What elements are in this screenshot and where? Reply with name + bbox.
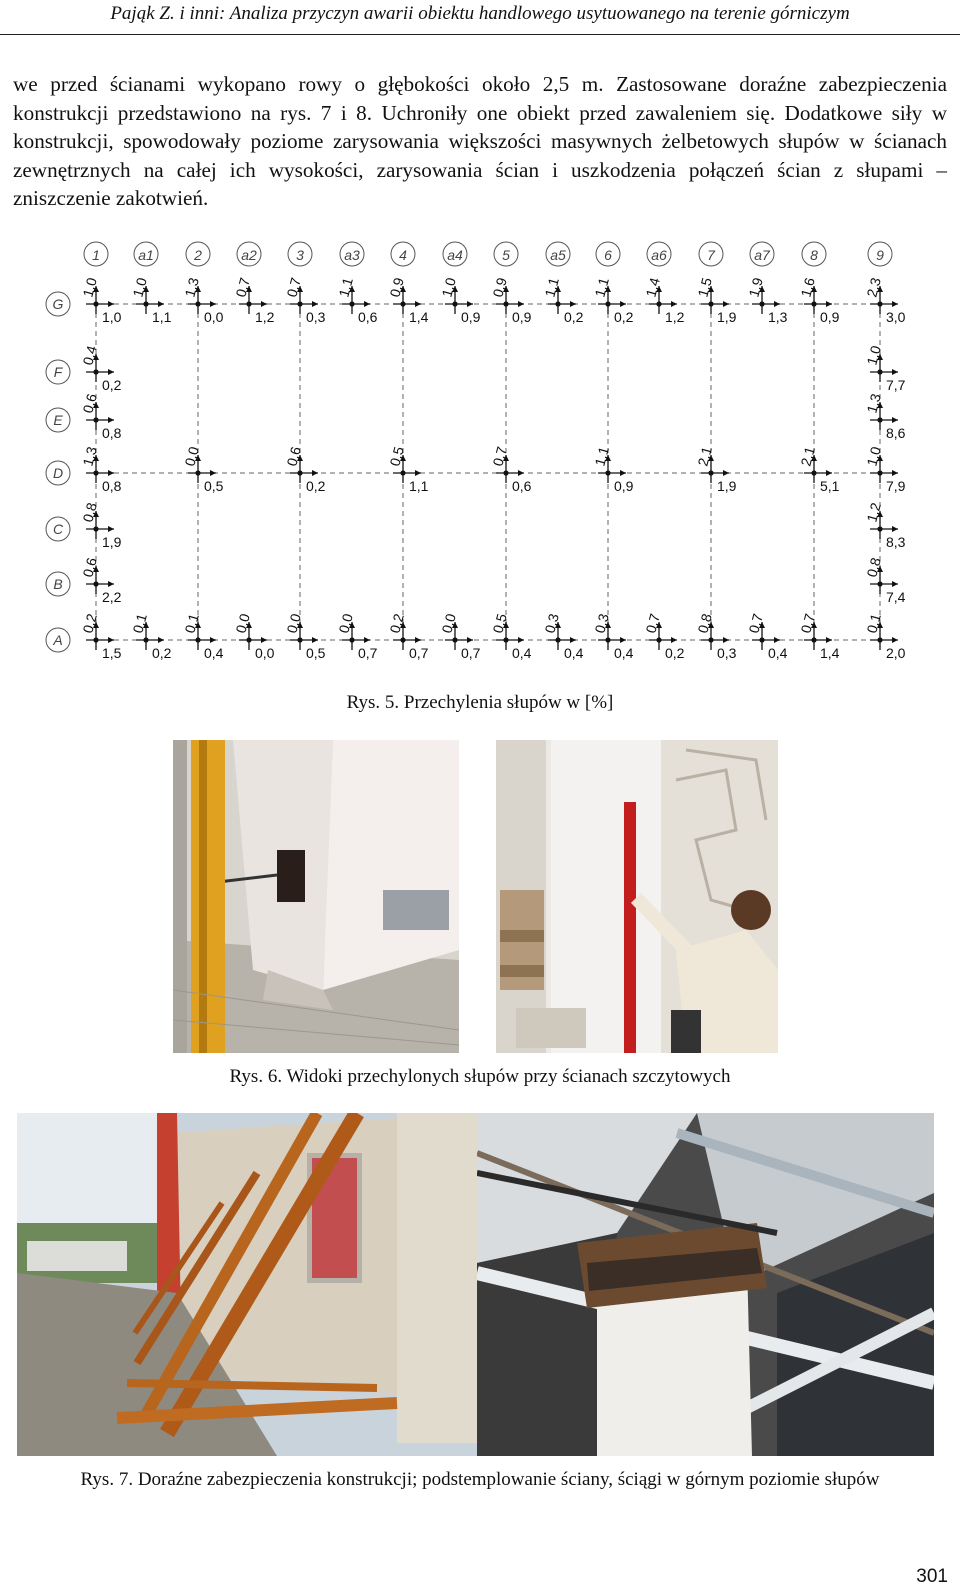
node-G-a4-horizontal-value: 0,9: [461, 309, 481, 325]
node-A-8-h-arrowhead: [826, 637, 832, 643]
node-D-1-node: [93, 470, 98, 475]
node-G-9-h-arrowhead: [892, 301, 898, 307]
axis-label-a6: a6: [651, 247, 667, 263]
node-D-4-node: [400, 470, 405, 475]
node-G-1-h-arrowhead: [108, 301, 114, 307]
axis-label-a5: a5: [550, 247, 566, 263]
axis-label-a7: a7: [754, 247, 770, 263]
axis-label-B: B: [53, 576, 63, 592]
node-A-3-h-arrowhead: [312, 637, 318, 643]
node-G-a2-vertical-value: 0,7: [232, 275, 253, 299]
node-F-9-h-arrowhead: [892, 369, 898, 375]
node-A-8-vertical-value: 0,7: [797, 611, 818, 635]
node-A-a4-node: [452, 637, 457, 642]
axis-label-a4: a4: [447, 247, 463, 263]
node-A-a1-h-arrowhead: [158, 637, 164, 643]
node-F-1-vertical-value: 0,4: [79, 343, 100, 367]
node-A-a6-node: [656, 637, 661, 642]
node-G-a6-vertical-value: 1,4: [642, 275, 663, 299]
node-A-a3-h-arrowhead: [364, 637, 370, 643]
column-tilt-diagram: [40, 238, 920, 668]
axis-label-7: 7: [707, 247, 715, 263]
node-G-4-vertical-value: 0,9: [386, 275, 407, 299]
node-G-3-horizontal-value: 0,3: [306, 309, 326, 325]
node-D-8-vertical-value: 2,1: [797, 444, 818, 468]
node-G-3-h-arrowhead: [312, 301, 318, 307]
node-A-5-horizontal-value: 0,4: [512, 645, 532, 661]
node-A-a2-vertical-value: 0,0: [232, 611, 253, 635]
node-A-a1-horizontal-value: 0,2: [152, 645, 172, 661]
node-A-a4-h-arrowhead: [467, 637, 473, 643]
node-D-4-vertical-value: 0,5: [386, 444, 407, 468]
node-G-9-horizontal-value: 3,0: [886, 309, 906, 325]
axis-label-9: 9: [876, 247, 884, 263]
node-F-9-horizontal-value: 7,7: [886, 377, 906, 393]
node-G-2-h-arrowhead: [210, 301, 216, 307]
node-D-1-h-arrowhead: [108, 470, 114, 476]
node-G-4-node: [400, 301, 405, 306]
node-G-2-node: [195, 301, 200, 306]
node-A-1-h-arrowhead: [108, 637, 114, 643]
node-G-a6-horizontal-value: 1,2: [665, 309, 685, 325]
node-D-5-vertical-value: 0,7: [489, 444, 510, 468]
node-A-2-node: [195, 637, 200, 642]
node-D-7-horizontal-value: 1,9: [717, 478, 737, 494]
node-A-a3-node: [349, 637, 354, 642]
node-G-a5-node: [555, 301, 560, 306]
node-G-6-vertical-value: 1,1: [591, 275, 612, 299]
axis-label-6: 6: [604, 247, 612, 263]
node-G-8-horizontal-value: 0,9: [820, 309, 840, 325]
node-D-9-vertical-value: 1,0: [863, 444, 884, 468]
node-G-a5-vertical-value: 1,1: [541, 275, 562, 299]
node-D-3-h-arrowhead: [312, 470, 318, 476]
node-G-a2-horizontal-value: 1,2: [255, 309, 275, 325]
photo-tilted-column-with-prop: [173, 740, 459, 1053]
node-A-3-vertical-value: 0,0: [283, 611, 304, 635]
node-D-3-horizontal-value: 0,2: [306, 478, 326, 494]
node-G-a4-h-arrowhead: [467, 301, 473, 307]
node-G-a7-horizontal-value: 1,3: [768, 309, 788, 325]
node-E-1-h-arrowhead: [108, 417, 114, 423]
node-A-7-h-arrowhead: [723, 637, 729, 643]
node-G-6-node: [605, 301, 610, 306]
node-G-1-vertical-value: 1,0: [79, 275, 100, 299]
node-A-7-horizontal-value: 0,3: [717, 645, 737, 661]
axis-label-a1: a1: [138, 247, 154, 263]
node-C-1-node: [93, 526, 98, 531]
node-B-1-horizontal-value: 2,2: [102, 589, 122, 605]
node-A-6-node: [605, 637, 610, 642]
node-A-a1-vertical-value: 0,1: [129, 611, 150, 635]
node-G-7-h-arrowhead: [723, 301, 729, 307]
node-G-3-vertical-value: 0,7: [283, 275, 304, 299]
figure-7-caption: Rys. 7. Doraźne zabezpieczenia konstrukcji; podstemplowanie ściany, ściągi w górnym poziomie słupów: [80, 1469, 880, 1490]
node-G-7-node: [708, 301, 713, 306]
node-D-6-horizontal-value: 0,9: [614, 478, 634, 494]
node-A-3-horizontal-value: 0,5: [306, 645, 326, 661]
node-A-9-vertical-value: 0,1: [863, 611, 884, 635]
axis-label-C: C: [52, 521, 64, 537]
node-A-5-node: [503, 637, 508, 642]
photo-column-inspection-with-level: [496, 740, 778, 1053]
node-G-a3-h-arrowhead: [364, 301, 370, 307]
node-A-a1-node: [143, 637, 148, 642]
node-A-4-h-arrowhead: [415, 637, 421, 643]
node-A-7-vertical-value: 0,8: [694, 611, 715, 635]
node-D-7-vertical-value: 2,1: [694, 444, 715, 468]
node-G-a7-vertical-value: 1,9: [745, 275, 766, 299]
node-G-4-h-arrowhead: [415, 301, 421, 307]
axis-label-8: 8: [810, 247, 818, 263]
node-F-1-node: [93, 369, 98, 374]
axis-label-1: 1: [92, 247, 100, 263]
node-G-8-node: [811, 301, 816, 306]
node-A-a4-horizontal-value: 0,7: [461, 645, 481, 661]
node-A-1-node: [93, 637, 98, 642]
node-D-4-h-arrowhead: [415, 470, 421, 476]
node-D-5-h-arrowhead: [518, 470, 524, 476]
node-A-a5-h-arrowhead: [570, 637, 576, 643]
node-F-1-horizontal-value: 0,2: [102, 377, 122, 393]
axis-label-2: 2: [194, 247, 202, 263]
photo-wall-shoring-props: [17, 1113, 477, 1456]
node-A-a6-horizontal-value: 0,2: [665, 645, 685, 661]
node-D-8-h-arrowhead: [826, 470, 832, 476]
node-G-4-horizontal-value: 1,4: [409, 309, 429, 325]
node-F-1-h-arrowhead: [108, 369, 114, 375]
node-A-2-horizontal-value: 0,4: [204, 645, 224, 661]
node-G-9-vertical-value: 2,3: [863, 275, 884, 299]
axis-label-F: F: [53, 364, 63, 380]
node-G-a3-horizontal-value: 0,6: [358, 309, 378, 325]
node-G-a6-h-arrowhead: [671, 301, 677, 307]
axis-label-G: G: [52, 296, 64, 312]
node-G-a7-node: [759, 301, 764, 306]
running-header: [0, 0, 960, 35]
node-B-1-vertical-value: 0,6: [79, 555, 100, 579]
node-G-a4-vertical-value: 1,0: [438, 275, 459, 299]
node-A-9-h-arrowhead: [892, 637, 898, 643]
node-G-a2-h-arrowhead: [261, 301, 267, 307]
node-C-1-vertical-value: 0,8: [79, 500, 100, 524]
node-G-a6-node: [656, 301, 661, 306]
node-D-2-horizontal-value: 0,5: [204, 478, 224, 494]
node-G-6-h-arrowhead: [620, 301, 626, 307]
node-G-5-h-arrowhead: [518, 301, 524, 307]
node-E-1-node: [93, 417, 98, 422]
node-G-5-horizontal-value: 0,9: [512, 309, 532, 325]
node-G-8-vertical-value: 1,6: [797, 275, 818, 299]
node-C-9-h-arrowhead: [892, 526, 898, 532]
node-A-2-vertical-value: 0,1: [181, 611, 202, 635]
node-A-a5-horizontal-value: 0,4: [564, 645, 584, 661]
node-G-a2-node: [246, 301, 251, 306]
axis-label-a3: a3: [344, 247, 360, 263]
node-G-6-horizontal-value: 0,2: [614, 309, 634, 325]
node-A-a7-node: [759, 637, 764, 642]
node-G-5-node: [503, 301, 508, 306]
node-G-1-horizontal-value: 1,0: [102, 309, 122, 325]
node-A-a7-horizontal-value: 0,4: [768, 645, 788, 661]
node-A-a2-horizontal-value: 0,0: [255, 645, 275, 661]
axis-label-A: A: [53, 632, 63, 648]
node-D-3-node: [297, 470, 302, 475]
node-A-4-node: [400, 637, 405, 642]
node-E-9-vertical-value: 1,3: [863, 391, 884, 415]
node-B-1-h-arrowhead: [108, 581, 114, 587]
node-C-1-horizontal-value: 1,9: [102, 534, 122, 550]
node-A-a3-horizontal-value: 0,7: [358, 645, 378, 661]
node-C-9-vertical-value: 1,2: [863, 500, 884, 524]
node-D-6-h-arrowhead: [620, 470, 626, 476]
node-G-7-horizontal-value: 1,9: [717, 309, 737, 325]
node-G-7-vertical-value: 1,5: [694, 275, 715, 299]
node-A-3-node: [297, 637, 302, 642]
node-A-8-node: [811, 637, 816, 642]
node-A-6-h-arrowhead: [620, 637, 626, 643]
node-E-9-horizontal-value: 8,6: [886, 425, 906, 441]
node-F-9-vertical-value: 1,0: [863, 343, 884, 367]
node-C-1-h-arrowhead: [108, 526, 114, 532]
node-A-a5-node: [555, 637, 560, 642]
node-A-a5-vertical-value: 0,3: [541, 611, 562, 635]
node-G-a5-horizontal-value: 0,2: [564, 309, 584, 325]
node-A-a7-h-arrowhead: [774, 637, 780, 643]
photo-column-top-steel-ties: [477, 1113, 934, 1456]
node-E-9-node: [877, 417, 882, 422]
node-G-9-node: [877, 301, 882, 306]
node-G-a3-vertical-value: 1,1: [335, 275, 356, 299]
node-A-6-vertical-value: 0,3: [591, 611, 612, 635]
figure-6-caption: Rys. 6. Widoki przechylonych słupów przy ścianach szczytowych: [229, 1066, 731, 1087]
node-A-a6-h-arrowhead: [671, 637, 677, 643]
axis-label-a2: a2: [241, 247, 257, 263]
node-D-7-h-arrowhead: [723, 470, 729, 476]
node-A-9-horizontal-value: 2,0: [886, 645, 906, 661]
node-G-a1-node: [143, 301, 148, 306]
node-A-5-vertical-value: 0,5: [489, 611, 510, 635]
node-B-9-node: [877, 581, 882, 586]
node-F-9-node: [877, 369, 882, 374]
node-D-2-node: [195, 470, 200, 475]
node-D-5-horizontal-value: 0,6: [512, 478, 532, 494]
node-G-1-node: [93, 301, 98, 306]
node-D-5-node: [503, 470, 508, 475]
axis-label-3: 3: [296, 247, 304, 263]
node-G-5-vertical-value: 0,9: [489, 275, 510, 299]
node-D-9-horizontal-value: 7,9: [886, 478, 906, 494]
node-E-1-vertical-value: 0,6: [79, 391, 100, 415]
node-A-5-h-arrowhead: [518, 637, 524, 643]
node-A-1-horizontal-value: 1,5: [102, 645, 122, 661]
node-D-7-node: [708, 470, 713, 475]
node-D-9-node: [877, 470, 882, 475]
node-A-7-node: [708, 637, 713, 642]
node-G-a5-h-arrowhead: [570, 301, 576, 307]
node-G-a1-horizontal-value: 1,1: [152, 309, 172, 325]
node-A-1-vertical-value: 0,2: [79, 611, 100, 635]
axis-label-5: 5: [502, 247, 510, 263]
node-B-9-vertical-value: 0,8: [863, 555, 884, 579]
node-G-a7-h-arrowhead: [774, 301, 780, 307]
node-A-a4-vertical-value: 0,0: [438, 611, 459, 635]
node-D-4-horizontal-value: 1,1: [409, 478, 429, 494]
node-D-1-vertical-value: 1,3: [79, 444, 100, 468]
node-A-a2-h-arrowhead: [261, 637, 267, 643]
figure-5-caption: Rys. 5. Przechylenia słupów w [%]: [346, 692, 614, 713]
node-B-1-node: [93, 581, 98, 586]
node-G-2-horizontal-value: 0,0: [204, 309, 224, 325]
node-C-9-node: [877, 526, 882, 531]
page-number: 301: [916, 1566, 948, 1587]
node-A-4-horizontal-value: 0,7: [409, 645, 429, 661]
node-G-a1-vertical-value: 1,0: [129, 275, 150, 299]
node-D-1-horizontal-value: 0,8: [102, 478, 122, 494]
body-paragraph: we przed ścianami wykopano rowy o głębokości około 2,5 m. Zastosowane doraźne zabezpieczenia konstrukcji przedstawiono na rys. 7 i 8. Uchroniły one obiekt przed zawaleniem się. Dodatkowe siły w konstrukcji, spowodowały poziome zarysowania większości masywnych żelbetowych słupów w ścianach zewnętrznych na całej ich wysokości, zarysowania ścian i uszkodzenia połączeń ścian z słupami – zniszczenie zakotwień.: [13, 72, 947, 210]
node-G-3-node: [297, 301, 302, 306]
node-E-1-horizontal-value: 0,8: [102, 425, 122, 441]
node-A-6-horizontal-value: 0,4: [614, 645, 634, 661]
node-G-8-h-arrowhead: [826, 301, 832, 307]
node-D-2-h-arrowhead: [210, 470, 216, 476]
node-C-9-horizontal-value: 8,3: [886, 534, 906, 550]
node-A-8-horizontal-value: 1,4: [820, 645, 840, 661]
axis-label-4: 4: [399, 247, 407, 263]
axis-label-E: E: [53, 412, 63, 428]
node-G-2-vertical-value: 1,3: [181, 275, 202, 299]
node-A-a3-vertical-value: 0,0: [335, 611, 356, 635]
running-title: Pająk Z. i inni: Analiza przyczyn awarii obiektu handlowego usytuowanego na terenie górniczym: [110, 3, 850, 24]
node-D-3-vertical-value: 0,6: [283, 444, 304, 468]
node-D-8-node: [811, 470, 816, 475]
node-B-9-horizontal-value: 7,4: [886, 589, 906, 605]
node-D-2-vertical-value: 0,0: [181, 444, 202, 468]
node-D-6-vertical-value: 1,1: [591, 444, 612, 468]
node-A-2-h-arrowhead: [210, 637, 216, 643]
node-A-a7-vertical-value: 0,7: [745, 611, 766, 635]
node-D-6-node: [605, 470, 610, 475]
node-E-9-h-arrowhead: [892, 417, 898, 423]
node-D-8-horizontal-value: 5,1: [820, 478, 840, 494]
node-D-9-h-arrowhead: [892, 470, 898, 476]
node-A-a6-vertical-value: 0,7: [642, 611, 663, 635]
node-G-a3-node: [349, 301, 354, 306]
node-A-4-vertical-value: 0,2: [386, 611, 407, 635]
node-B-9-h-arrowhead: [892, 581, 898, 587]
node-G-a1-h-arrowhead: [158, 301, 164, 307]
axis-label-D: D: [52, 465, 64, 481]
node-A-a2-node: [246, 637, 251, 642]
node-A-9-node: [877, 637, 882, 642]
node-G-a4-node: [452, 301, 457, 306]
